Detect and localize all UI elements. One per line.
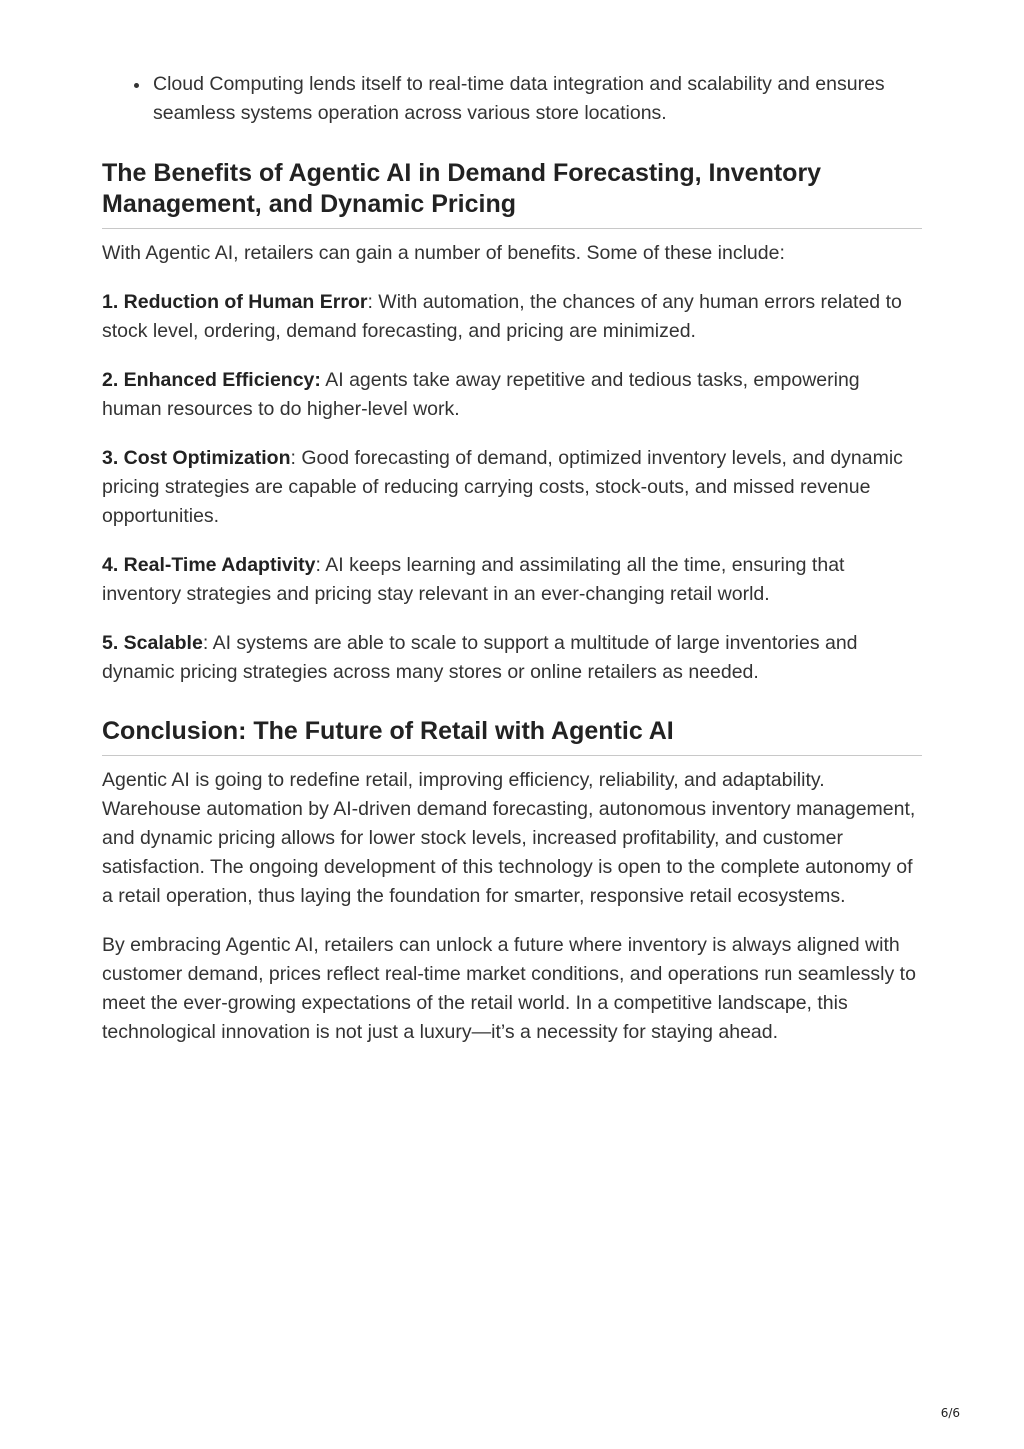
benefit-text: AI keeps learning and assimilating all the time, ensuring that inventory strategies and pricing stay relevant in an ever-changing retail world. bbox=[102, 554, 845, 605]
conclusion-heading: Conclusion: The Future of Retail with Agentic AI bbox=[102, 716, 922, 756]
bullet-text: Cloud Computing lends itself to real-time data integration and scalability and ensures seamless systems operation across various store locations. bbox=[153, 73, 885, 124]
benefit-item-3: 3. Cost Optimization: Good forecasting of demand, optimized inventory levels, and dynamic pricing strategies are capable of reducing carrying costs, stock-outs, and missed revenue opportunities. bbox=[102, 447, 903, 527]
list-item bbox=[153, 70, 922, 128]
benefit-text: Good forecasting of demand, optimized inventory levels, and dynamic pricing strategies are capable of reducing carrying costs, stock-outs, and missed revenue opportunities. bbox=[102, 447, 903, 527]
benefit-label: 3. Cost Optimization bbox=[102, 447, 291, 469]
benefit-item-1: 1. Reduction of Human Error: With automation, the chances of any human errors related to stock level, ordering, demand forecasting, and pricing are minimized. bbox=[102, 291, 902, 342]
conclusion-paragraph-2: By embracing Agentic AI, retailers can unlock a future where inventory is always aligned with customer demand, prices reflect real-time market conditions, and operations run seamlessly to meet the ever-growing expectations of the retail world. In a competitive landscape, this technological innovation is not just a luxury—it’s a necessity for staying ahead. bbox=[102, 934, 916, 1043]
benefit-label: 1. Reduction of Human Error bbox=[102, 291, 368, 313]
benefits-heading: The Benefits of Agentic AI in Demand Forecasting, Inventory Management, and Dynamic Pricing bbox=[102, 158, 922, 229]
article-body bbox=[102, 70, 922, 1047]
benefit-label: 2. Enhanced Efficiency: bbox=[102, 369, 321, 391]
conclusion-paragraph-1: Agentic AI is going to redefine retail, improving efficiency, reliability, and adaptability. Warehouse automation by AI-driven demand forecasting, autonomous inventory management, and dynamic pricing allows for lower stock levels, increased profitability, and customer satisfaction. The ongoing development of this technology is open to the complete autonomy of a retail operation, thus laying the foundation for smarter, responsive retail ecosystems. bbox=[102, 769, 916, 907]
benefits-intro: With Agentic AI, retailers can gain a number of benefits. Some of these include: bbox=[102, 242, 785, 264]
benefit-text: With automation, the chances of any human errors related to stock level, ordering, demand forecasting, and pricing are minimized. bbox=[102, 291, 902, 342]
benefit-text: AI agents take away repetitive and tedious tasks, empowering human resources to do higher-level work. bbox=[102, 369, 860, 420]
benefit-item-4: 4. Real-Time Adaptivity: AI keeps learning and assimilating all the time, ensuring that inventory strategies and pricing stay relevant in an ever-changing retail world. bbox=[102, 554, 845, 605]
bullet-list bbox=[102, 70, 922, 128]
benefit-text: AI systems are able to scale to support a multitude of large inventories and dynamic pricing strategies across many stores or online retailers as needed. bbox=[102, 632, 858, 683]
benefit-label: 4. Real-Time Adaptivity bbox=[102, 554, 316, 576]
page-number: 6/6 bbox=[940, 1406, 960, 1420]
benefit-item-5: 5. Scalable: AI systems are able to scale to support a multitude of large inventories and dynamic pricing strategies across many stores or online retailers as needed. bbox=[102, 632, 858, 683]
benefit-label: 5. Scalable bbox=[102, 632, 203, 654]
benefit-item-2 bbox=[102, 366, 922, 424]
bullet-dot-icon bbox=[134, 83, 139, 88]
